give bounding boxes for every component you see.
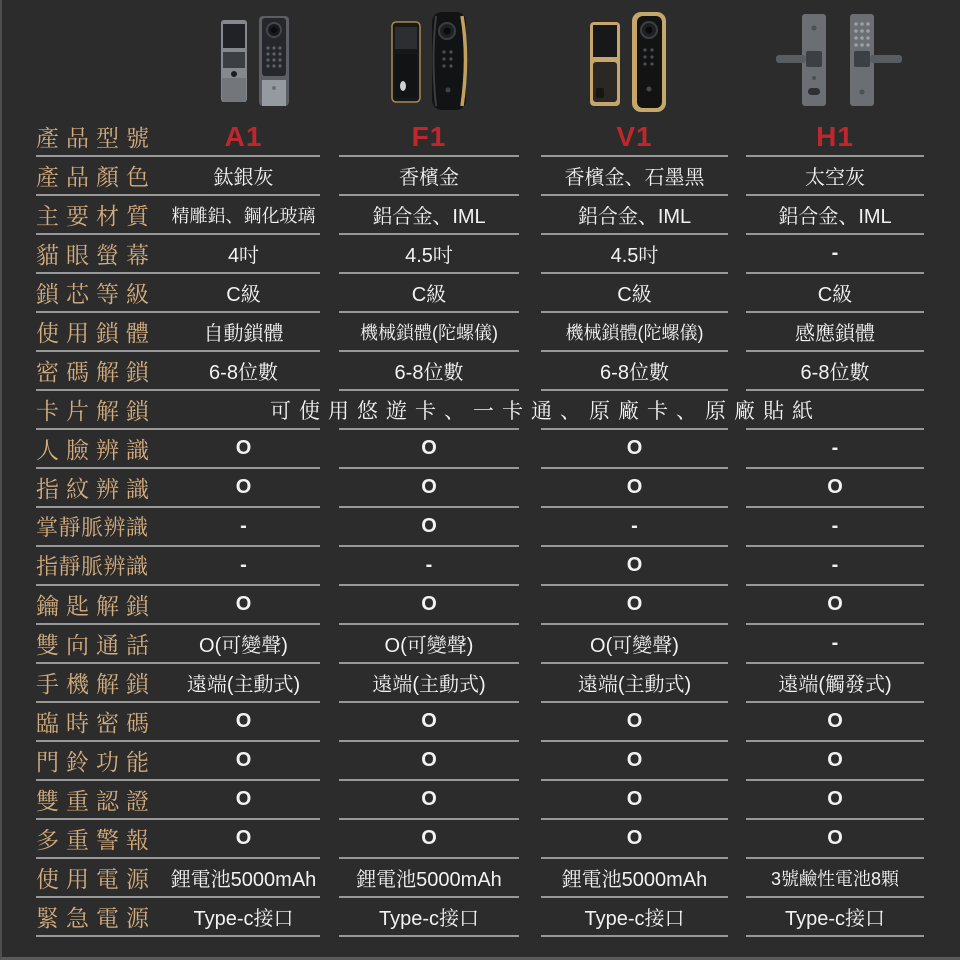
cell-h1: 感應鎖體 <box>746 313 924 352</box>
cell-a1: 4吋 <box>167 235 320 274</box>
cell-a1: - <box>167 508 320 547</box>
cell-h1: 遠端(觸發式) <box>746 664 924 703</box>
cell-a1: - <box>167 547 320 586</box>
table-row-face-recognition <box>36 430 924 469</box>
cell-v1: O <box>541 586 728 625</box>
cell-a1: O(可變聲) <box>167 625 320 664</box>
cell-v1: C級 <box>541 274 728 313</box>
cell-h1: - <box>746 547 924 586</box>
cell-h1: O <box>746 742 924 781</box>
cell-v1: O <box>541 430 728 469</box>
cell-a1: O <box>167 820 320 859</box>
cell-h1: - <box>746 625 924 664</box>
cell-h1: - <box>746 235 924 274</box>
row-label: 貓眼螢幕 <box>36 235 167 274</box>
cell-f1: 香檳金 <box>339 157 519 196</box>
table-row-emergency-power <box>36 898 924 937</box>
cell-a1: O <box>167 703 320 742</box>
table-row-lock-body <box>36 313 924 352</box>
row-label: 臨時密碼 <box>36 703 167 742</box>
cell-f1: O <box>339 469 519 508</box>
table-row-screen <box>36 235 924 274</box>
cell-v1: O <box>541 820 728 859</box>
cell-a1: O <box>167 742 320 781</box>
cell-a1: 自動鎖體 <box>167 313 320 352</box>
h1-product-image <box>774 4 904 116</box>
row-label: 門鈴功能 <box>36 742 167 781</box>
cell-a1: 6-8位數 <box>167 352 320 391</box>
cell-h1: - <box>746 430 924 469</box>
cell-h1: 3號鹼性電池8顆 <box>746 859 924 898</box>
cell-f1: O <box>339 703 519 742</box>
cell-f1: C級 <box>339 274 519 313</box>
table-row-multi-alarm <box>36 820 924 859</box>
cell-v1: 遠端(主動式) <box>541 664 728 703</box>
cell-a1: C級 <box>167 274 320 313</box>
cell-f1: O <box>339 742 519 781</box>
cell-v1: O <box>541 781 728 820</box>
cell-f1: 4.5吋 <box>339 235 519 274</box>
cell-f1: 機械鎖體(陀螺儀) <box>339 313 519 352</box>
cell-h1: C級 <box>746 274 924 313</box>
cell-f1: 遠端(主動式) <box>339 664 519 703</box>
table-row-doorbell <box>36 742 924 781</box>
cell-v1: O <box>541 703 728 742</box>
row-label: 掌靜脈辨識 <box>36 508 167 547</box>
cell-v1: 機械鎖體(陀螺儀) <box>541 313 728 352</box>
table-row-model <box>36 118 924 157</box>
row-label: 雙重認證 <box>36 781 167 820</box>
comparison-table <box>36 118 924 937</box>
row-label: 多重警報 <box>36 820 167 859</box>
row-label: 人臉辨識 <box>36 430 167 469</box>
cell-a1: 鈦銀灰 <box>167 157 320 196</box>
table-row-password <box>36 352 924 391</box>
row-label: 指紋辨識 <box>36 469 167 508</box>
table-row-two-way-talk <box>36 625 924 664</box>
row-label: 主要材質 <box>36 196 167 235</box>
row-label: 使用鎖體 <box>36 313 167 352</box>
cell-h1: 鋁合金、IML <box>746 196 924 235</box>
cell-v1: O <box>541 547 728 586</box>
table-row-key-unlock <box>36 586 924 625</box>
cell-a1: 遠端(主動式) <box>167 664 320 703</box>
cell-h1: O <box>746 781 924 820</box>
cell-a1: O <box>167 469 320 508</box>
cell-h1: O <box>746 820 924 859</box>
cell-a1: 精雕鋁、鋼化玻璃 <box>167 196 320 235</box>
table-row-fingerprint <box>36 469 924 508</box>
cell-v1-model: V1 <box>541 118 728 157</box>
table-row-color <box>36 157 924 196</box>
row-label: 密碼解鎖 <box>36 352 167 391</box>
cell-f1: 鋁合金、IML <box>339 196 519 235</box>
cell-h1: - <box>746 508 924 547</box>
cell-f1: O <box>339 508 519 547</box>
row-label: 鑰匙解鎖 <box>36 586 167 625</box>
cell-h1: O <box>746 703 924 742</box>
cell-a1: 鋰電池5000mAh <box>167 859 320 898</box>
cell-f1: O(可變聲) <box>339 625 519 664</box>
cell-v1: 鋁合金、IML <box>541 196 728 235</box>
cell-a1: Type-c接口 <box>167 898 320 937</box>
table-row-phone-unlock <box>36 664 924 703</box>
cell-v1: 6-8位數 <box>541 352 728 391</box>
cell-h1: O <box>746 586 924 625</box>
cell-f1: O <box>339 781 519 820</box>
cell-h1: 6-8位數 <box>746 352 924 391</box>
cell-v1: - <box>541 508 728 547</box>
cell-f1: O <box>339 820 519 859</box>
f1-product-image <box>382 4 482 116</box>
cell-a1-model: A1 <box>167 118 320 157</box>
table-row-cylinder <box>36 274 924 313</box>
cell-f1: O <box>339 586 519 625</box>
cell-v1: Type-c接口 <box>541 898 728 937</box>
row-label: 鎖芯等級 <box>36 274 167 313</box>
row-label: 卡片解鎖 <box>36 391 167 430</box>
row-label: 緊急電源 <box>36 898 167 937</box>
v1-product-image <box>582 4 682 116</box>
row-label: 雙向通話 <box>36 625 167 664</box>
row-label: 指靜脈辨識 <box>36 547 167 586</box>
cell-v1: O <box>541 469 728 508</box>
cell-f1: Type-c接口 <box>339 898 519 937</box>
cell-v1: O <box>541 742 728 781</box>
table-row-palm-vein <box>36 508 924 547</box>
cell-f1-model: F1 <box>339 118 519 157</box>
cell-f1: - <box>339 547 519 586</box>
table-row-material <box>36 196 924 235</box>
cell-v1: 4.5吋 <box>541 235 728 274</box>
cell-h1-model: H1 <box>746 118 924 157</box>
row-label: 使用電源 <box>36 859 167 898</box>
cell-v1: 鋰電池5000mAh <box>541 859 728 898</box>
cell-v1: O(可變聲) <box>541 625 728 664</box>
table-row-finger-vein <box>36 547 924 586</box>
cell-h1: Type-c接口 <box>746 898 924 937</box>
cell-v1: 香檳金、石墨黑 <box>541 157 728 196</box>
row-label: 產品顏色 <box>36 157 167 196</box>
cell-f1: 鋰電池5000mAh <box>339 859 519 898</box>
table-row-power <box>36 859 924 898</box>
card-unlock-span-value: 可使用悠遊卡、一卡通、原廠卡、原廠貼紙 <box>270 399 821 423</box>
cell-f1: O <box>339 430 519 469</box>
cell-a1: O <box>167 430 320 469</box>
row-label: 產品型號 <box>36 118 167 157</box>
cell-a1: O <box>167 781 320 820</box>
cell-h1: 太空灰 <box>746 157 924 196</box>
row-label: 手機解鎖 <box>36 664 167 703</box>
cell-f1: 6-8位數 <box>339 352 519 391</box>
table-row-dual-auth <box>36 781 924 820</box>
table-row-temp-password <box>36 703 924 742</box>
cell-a1: O <box>167 586 320 625</box>
cell-h1: O <box>746 469 924 508</box>
a1-product-image <box>207 4 307 116</box>
table-row-card-unlock <box>36 391 924 430</box>
